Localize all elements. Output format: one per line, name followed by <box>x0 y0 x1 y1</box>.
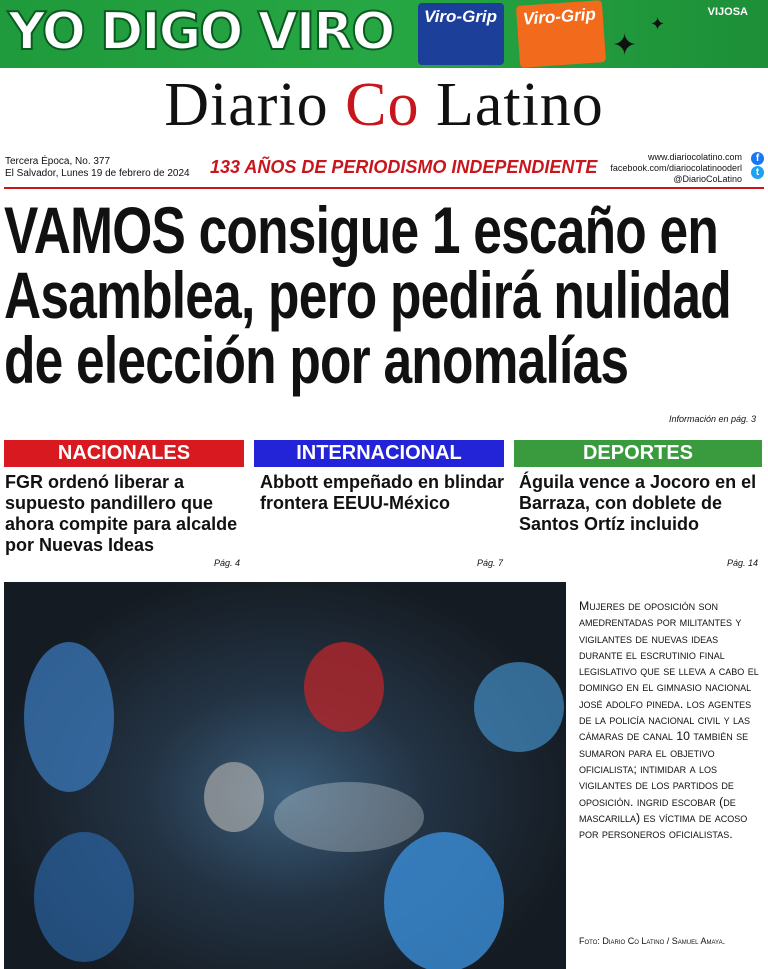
contact-info <box>610 152 742 185</box>
logo-text: Latino <box>435 71 604 139</box>
section-internacional[interactable] <box>254 440 504 514</box>
section-label: DEPORTES <box>514 440 762 467</box>
product-pack-blue <box>418 3 504 65</box>
twitter-link[interactable]: @DiarioCoLatino <box>673 174 742 184</box>
section-headline[interactable]: Abbott empeñado en blindar frontera EEUU-México <box>260 472 505 513</box>
section-label: NACIONALES <box>4 440 244 467</box>
facebook-link[interactable]: facebook.com/diariocolatinooderl <box>610 163 742 173</box>
page-ref: Pág. 4 <box>214 558 241 568</box>
product-pack-orange <box>516 0 606 68</box>
headline-line: VAMOS consigue 1 escaño en <box>4 193 718 267</box>
edition-info <box>5 156 190 180</box>
divider <box>4 187 764 189</box>
info-page-ref: Información en pág. 3 <box>668 414 756 424</box>
section-deportes[interactable] <box>514 440 762 535</box>
section-label: INTERNACIONAL <box>254 440 504 467</box>
masthead-logo[interactable] <box>0 70 768 141</box>
product-name: Viro-Grip <box>424 7 498 26</box>
publication-date: El Salvador, Lunes 19 de febrero de 2024 <box>5 168 190 179</box>
headline-line: de elección por anomalías <box>4 323 629 397</box>
tagline: 133 AÑOS DE PERIODISMO INDEPENDIENTE <box>210 157 598 177</box>
ad-brand: VIJOSA <box>707 6 748 18</box>
photo-caption: Mujeres de oposición son amedrentadas por militantes y vigilantes de nuevas ideas durante el escrutinio final legislativo que se lleva a cabo el domingo en el gimnasio nacional josé adolfo pineda. los agentes de la policía nacional civil y las cámaras de canal 10 también se sumaron para el objetivo oficialista; intimidar a los vigilantes de los partidos de oposición. ingrid escobar (de mascarilla) es víctima de acoso por personeros oficialistas. <box>579 599 759 842</box>
advertisement-banner[interactable] <box>0 0 768 68</box>
facebook-icon[interactable]: f <box>751 152 764 165</box>
page-ref: Pág. 14 <box>727 558 759 568</box>
main-headline[interactable] <box>4 193 753 397</box>
section-headline[interactable]: FGR ordenó liberar a supuesto pandillero que ahora compite para alcalde por Nuevas Ideas <box>5 472 238 555</box>
product-name: Viro-Grip <box>522 4 597 29</box>
photo-credit: Foto: Diario Co Latino / Samuel Amaya. <box>579 936 726 946</box>
page-ref: Pág. 7 <box>477 558 504 568</box>
twitter-icon[interactable]: t <box>751 166 764 179</box>
sparkle-icon: ✦ <box>650 14 666 34</box>
sparkle-icon: ✦ <box>612 29 638 62</box>
headline-line: Asamblea, pero pedirá nulidad <box>4 258 731 332</box>
edition-number: Tercera Época, No. 377 <box>5 156 111 167</box>
section-nacionales[interactable] <box>4 440 244 556</box>
ad-slogan: YO DIGO VIRO <box>8 2 394 62</box>
main-photo[interactable] <box>4 582 566 969</box>
website-link[interactable]: www.diariocolatino.com <box>647 152 742 162</box>
logo-co: Co <box>345 71 420 139</box>
logo-text: Diario <box>164 71 329 139</box>
section-headline[interactable]: Águila vence a Jocoro en el Barraza, con doblete de Santos Ortíz incluido <box>519 472 757 534</box>
